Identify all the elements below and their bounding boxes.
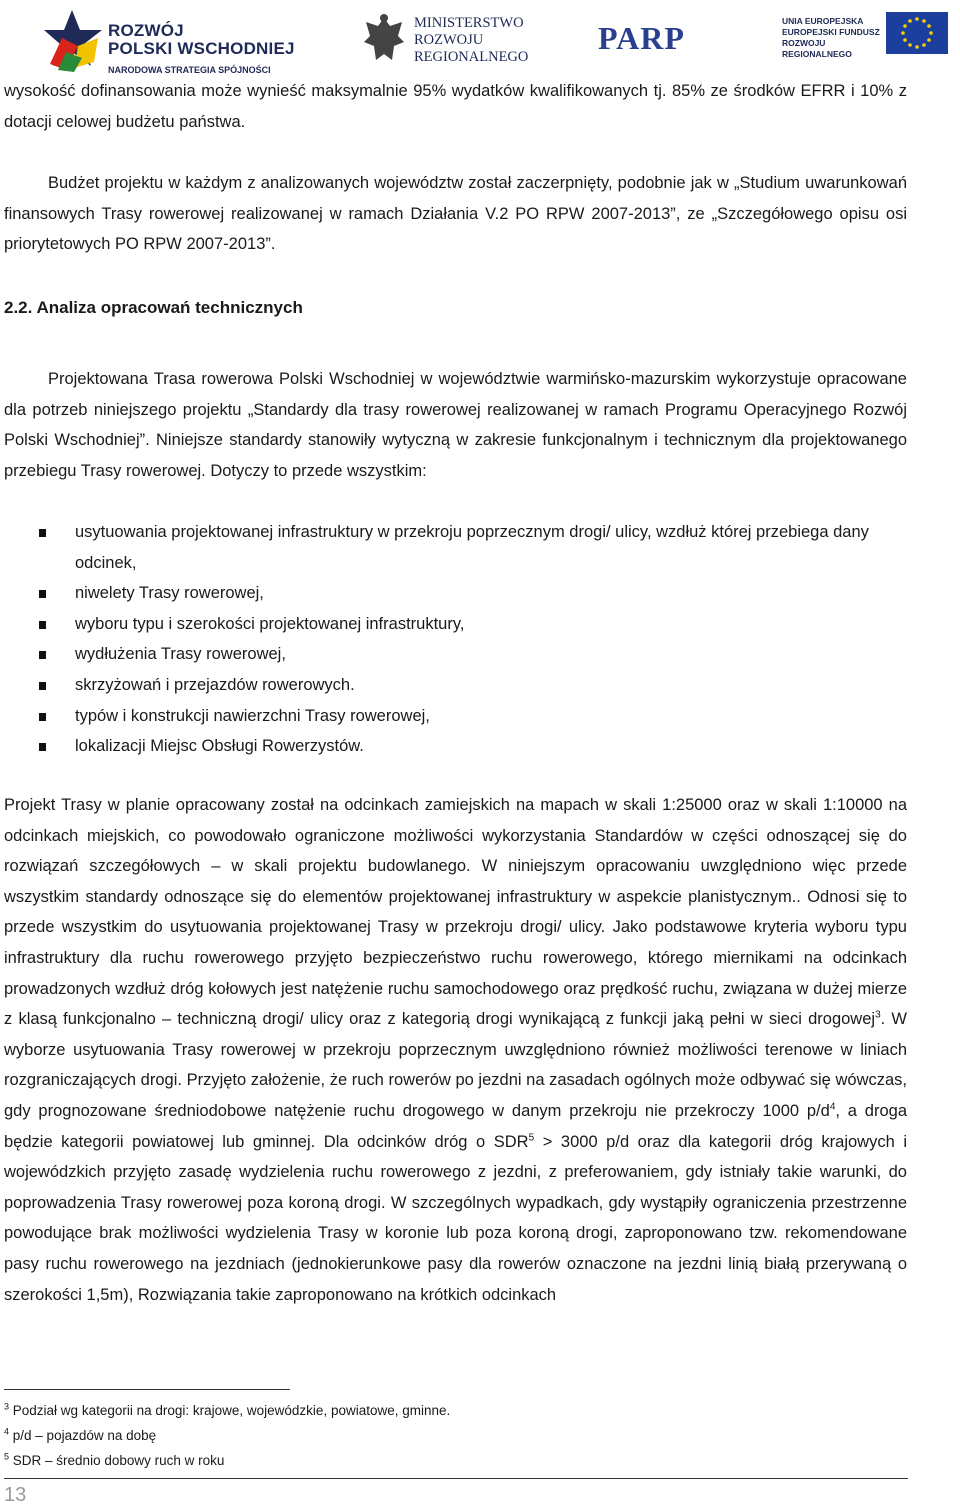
bullet-square-icon [39, 590, 46, 598]
rozwoj-polski-wschodniej-logo [44, 8, 314, 78]
page-number: 13 [4, 1484, 27, 1506]
rpw-subtitle: NARODOWA STRATEGIA SPÓJNOŚCI [108, 65, 271, 75]
standards-bullet-list [0, 517, 900, 762]
bullet-square-icon [39, 682, 46, 690]
footnote-ref-5: 5 [528, 1132, 535, 1144]
footnote-ref-3: 3 [875, 1009, 881, 1021]
paragraph-standards: Projektowana Trasa rowerowa Polski Wschodniej w województwie warmińsko-mazurskim wykorzystuje opracowane dla potrzeb niniejszego projektu „Standardy dla trasy rowerowej realizowanej w ramach Programu Operacyjnego Rozwój Polski Wschodniej”. Niniejsze standardy stanowiły wytyczną w zakresie funkcjonalnym i technicznym dla projektowanego przebiegu Trasy rowerowej. Dotyczy to przede wszystkim: [4, 370, 907, 480]
paragraph-budget: Budżet projektu w każdym z analizowanych województw został zaczerpnięty, podobnie jak w „Studium uwarunkowań finansowych Trasy rowerowej realizowanej w ramach Działania V.2 PO RPW 2007-2013”, ze „Szczegółowego opisu osi priorytetowych PO RPW 2007-2013”. [4, 174, 907, 254]
footnote-item: $^4$ p/d – pojazdów na dobę [4, 1426, 157, 1443]
eu-flag-icon [886, 12, 948, 54]
paragraph-funding: wysokość dofinansowania może wynieść maksymalnie 95% wydatków kwalifikowanych tj. 85% ze środków EFRR i 10% z dotacji celowej budżetu państwa. [4, 82, 907, 131]
page-footer-divider [4, 1478, 908, 1479]
ministerstwo-text: MINISTERSTWO ROZWOJU REGIONALNEGO [414, 15, 529, 65]
list-item: usytuowania projektowanej infrastruktury w przekroju poprzecznym drogi/ ulicy, wzdłuż której przebiega dany odcinek, [0, 517, 900, 578]
footnotes [4, 1398, 450, 1473]
parp-logo: PARP [598, 20, 685, 56]
bullet-square-icon [39, 621, 46, 629]
list-item: typów i konstrukcji nawierzchni Trasy rowerowej, [0, 701, 900, 732]
bullet-square-icon [39, 743, 46, 751]
eu-fund-logo [782, 12, 952, 62]
list-item: wydłużenia Trasy rowerowej, [0, 639, 900, 670]
bullet-square-icon [39, 529, 46, 537]
star-emblem-icon [44, 8, 104, 74]
footnote-item: $^3$ Podział wg kategorii na drogi: krajowe, wojewódzkie, powiatowe, gminne. [4, 1401, 451, 1418]
eagle-emblem-icon [362, 12, 406, 68]
footnote-divider [4, 1389, 290, 1390]
rpw-title: ROZWÓJ POLSKI WSCHODNIEJ [108, 21, 295, 58]
paragraph-project-plan: Projekt Trasy w planie opracowany został na odcinkach zamiejskich na mapach w skali 1:25000 oraz w skali 1:10000 na odcinkach miejskich, co powodowało ograniczone możliwości wykorzystania Standardów w części odnoszącej się do rozwiązań szczegółowych – w skali projektu budowlanego. W niniejszym opracowaniu uwzględniono więc przede wszystkim standardy odnoszące się do elementów projektowanej infrastruktury w aspekcie planistycznym.. Odnosi się to przede wszystkim do usytuowania projektowanej Trasy w przekroju drogi/ ulicy. Jako podstawowe kryteria wyboru typu infrastruktury dla ruchu rowerowego przyjęto bezpieczeństwo ruchu rowerowego, którego miernikami na odcinkach prowadzonych wzdłuż dróg kołowych jest natężenie ruchu samochodowego oraz prędkość ruchu, związana w dużej mierze z klasą funkcjonalno – techniczną drogi/ ulicy oraz z kategorią drogi wynikającą z funkcji jaką pełni w sieci drogowej$^3$. W wyborze usytuowania Trasy rowerowej w przekroju poprzecznym uwzględniono również możliwości terenowe w liniach rozgraniczających drogi. Przyjęto założenie, że ruch rowerów po jezdni na zasadach ogólnych może odbywać się wówczas, gdy prognozowane średniodobowe natężenie ruchu drogowego w danym przekroju nie przekroczy 1000 $p/d^4$, a droga będzie kategorii powiatowej lub gminnej. Dla odcinków dróg o $SDR^5 > 3000$ p/d oraz dla kategorii dróg krajowych i wojewódzkich przyjęto zasadę wydzielenia ruchu rowerowego z jezdni, z preferowaniem, gdy istniały takie warunki, do poprowadzenia Trasy rowerowej poza koroną drogi. W szczególnych wypadkach, gdy wystąpiły ograniczenia przestrzenne powodujące brak możliwości wydzielenia Trasy w koronie lub poza koroną drogi, zaproponowano tzw. rekomendowane pasy ruchu rowerowego na jezdniach (jednokierunkowe pasy dla rowerów oznaczone na jezdni linią białą przerywaną o szerokości 1,5m), Rozwiązania takie zaproponowano na krótkich odcinkach [4, 796, 907, 1304]
page-header [0, 0, 960, 80]
eu-fund-text: UNIA EUROPEJSKA EUROPEJSKI FUNDUSZ ROZWOJU REGIONALNEGO [782, 16, 880, 59]
bullet-square-icon [39, 651, 46, 659]
ministerstwo-logo [362, 12, 542, 72]
list-item: skrzyżowań i przejazdów rowerowych. [0, 670, 900, 701]
footnote-ref-4: 4 [829, 1101, 836, 1113]
list-item: niwelety Trasy rowerowej, [0, 578, 900, 609]
bullet-square-icon [39, 713, 46, 721]
footnote-item: $^5$ SDR – średnio dobowy ruch w roku [4, 1451, 225, 1468]
list-item: wyboru typu i szerokości projektowanej infrastruktury, [0, 609, 900, 640]
section-heading: 2.2. Analiza opracowań technicznych [4, 298, 303, 317]
list-item: lokalizacji Miejsc Obsługi Rowerzystów. [0, 731, 900, 762]
